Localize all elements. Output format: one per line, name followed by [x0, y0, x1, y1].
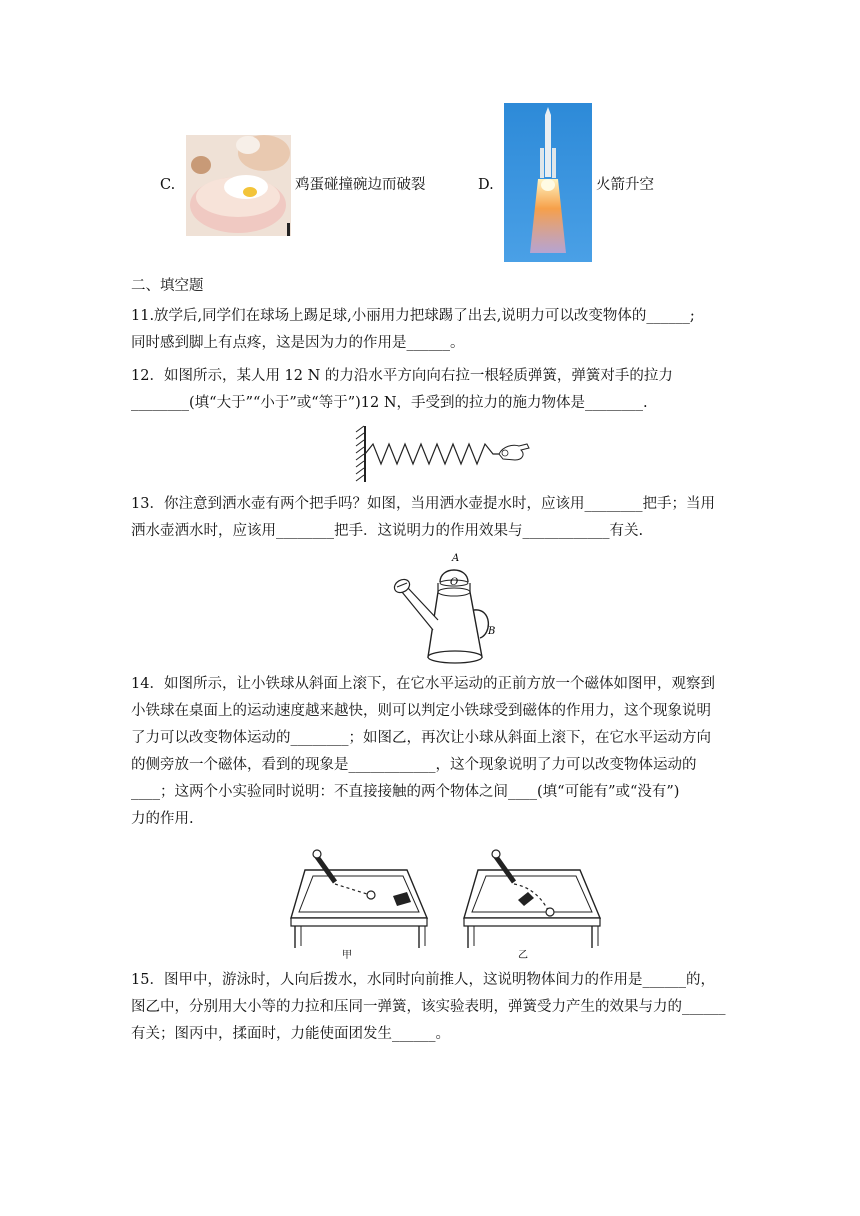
q13-line-2: 洒水壶洒水时，应该用________把手．这说明力的作用效果与____________有关.	[131, 523, 644, 539]
q15-line-3: 有关；图丙中，揉面时，力能使面团发生______。	[131, 1026, 450, 1042]
rocket-illustration	[504, 103, 592, 262]
q14-line-6: 力的作用.	[131, 811, 194, 827]
q11-line-1: 11.放学后,同学们在球场上踢足球,小丽用力把球踢了出去,说明力可以改变物体的______;	[131, 308, 695, 324]
q14-line-4: 的侧旁放一个磁体，看到的现象是____________，这个现象说明了力可以改变物体运动的	[131, 757, 697, 773]
q11-line-2: 同时感到脚上有点疼，这是因为力的作用是______。	[131, 335, 465, 351]
label-yi: 乙	[518, 950, 528, 961]
question-13	[131, 491, 731, 545]
q13-line-1: 13．你注意到洒水壶有两个把手吗？如图，当用洒水壶提水时，应该用________把手；当用	[131, 496, 715, 512]
egg-bowl-illustration	[186, 135, 291, 236]
rocket-launch-image	[504, 103, 592, 262]
q15-line-1: 15．图甲中，游泳时，人向后拨水，水同时向前推人，这说明物体间力的作用是______的，	[131, 972, 715, 988]
q12-line-1: 12．如图所示，某人用 12 N 的力沿水平方向向右拉一根轻质弹簧，弹簧对手的拉力	[131, 368, 673, 384]
question-12	[131, 363, 731, 417]
label-jia: 甲	[342, 950, 352, 961]
q14-line-3: 了力可以改变物体运动的________；如图乙，再次让小球从斜面上滚下，在它水平运动方向	[131, 730, 711, 746]
q14-line-5: ____；这两个小实验同时说明：不直接接触的两个物体之间____(填“可能有”或“没有”)	[131, 784, 680, 800]
label-a: A	[452, 553, 460, 564]
q14-line-2: 小铁球在桌面上的运动速度越来越快，则可以判定小铁球受到磁体的作用力，这个现象说明	[131, 703, 711, 719]
label-o: O	[450, 577, 459, 588]
section-title: 二、填空题	[131, 278, 204, 294]
q12-line-2: ________(填“大于”“小于”或“等于”)12 N，手受到的拉力的施力物体是________.	[131, 395, 648, 411]
option-d-text: 火箭升空	[596, 177, 654, 193]
question-11	[131, 303, 731, 357]
label-b: B	[488, 626, 496, 637]
question-15	[131, 967, 731, 1048]
magnet-experiment-jia	[285, 848, 435, 960]
magnet-experiment-yi	[458, 848, 608, 960]
question-14	[131, 671, 731, 833]
option-c-label: C.	[160, 177, 176, 193]
option-c-text: 鸡蛋碰撞碗边而破裂	[295, 177, 426, 193]
spring-hand-figure	[353, 424, 533, 484]
watering-can-figure	[388, 552, 508, 664]
q15-line-2: 图乙中，分别用大小等的力拉和压同一弹簧，该实验表明，弹簧受力产生的效果与力的______	[131, 999, 726, 1015]
egg-bowl-image	[186, 135, 291, 236]
option-d-label: D.	[478, 177, 494, 193]
q14-line-1: 14．如图所示，让小铁球从斜面上滚下，在它水平运动的正前方放一个磁体如图甲，观察到	[131, 676, 715, 692]
